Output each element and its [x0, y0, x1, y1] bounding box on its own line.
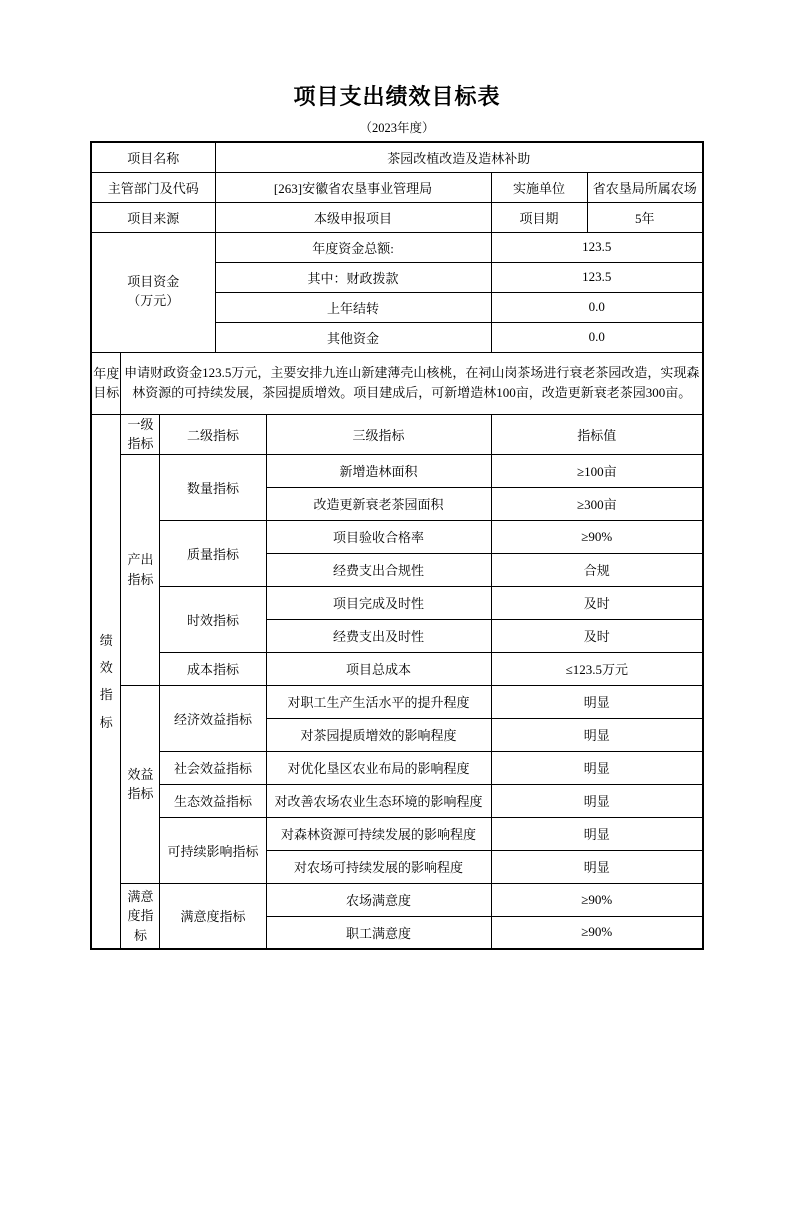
level3-indicator-cell: 农场满意度: [266, 883, 491, 916]
table-row: [91, 586, 703, 619]
level2-indicator-cell: 数量指标: [160, 454, 266, 520]
level3-indicator-cell: 经费支出及时性: [266, 619, 491, 652]
annual-goal-text: 申请财政资金123.5万元，主要安排九连山新建薄壳山核桃，在祠山岗茶场进行衰老茶园改造，实现森林资源的可持续发展，茶园提质增效。项目建成后，可新增造林100亩，改造更新衰老茶园300亩。: [121, 352, 703, 414]
project-name-value: 茶园改植改造及造林补助: [215, 142, 703, 172]
level2-indicator-cell: 可持续影响指标: [160, 817, 266, 883]
funding-carryover-value: 0.0: [491, 292, 703, 322]
indicator-value-cell: 及时: [491, 619, 703, 652]
funding-section-label: [91, 232, 215, 352]
level3-indicator-cell: 对茶园提质增效的影响程度: [266, 718, 491, 751]
funding-other-label: 其他资金: [215, 322, 491, 352]
performance-side-label: 绩效指标: [91, 414, 121, 949]
funding-label-line2: （万元）: [127, 293, 180, 308]
project-name-label: 项目名称: [91, 142, 215, 172]
implement-unit-label: 实施单位: [491, 172, 587, 202]
document-page: [0, 86, 794, 1208]
department-label: 主管部门及代码: [91, 172, 215, 202]
level2-indicator-cell: 时效指标: [160, 586, 266, 652]
level3-indicator-cell: 对农场可持续发展的影响程度: [266, 850, 491, 883]
funding-total-value: 123.5: [491, 232, 703, 262]
header-value: 指标值: [491, 414, 703, 454]
indicator-value-cell: ≥90%: [491, 520, 703, 553]
level3-indicator-cell: 对森林资源可持续发展的影响程度: [266, 817, 491, 850]
funding-label-line1: 项目资金: [127, 274, 180, 290]
funding-fiscal-label: 其中：财政拨款: [215, 262, 491, 292]
performance-target-table: [90, 141, 704, 950]
table-row: [91, 685, 703, 718]
table-row: [91, 202, 703, 232]
project-source-value: 本级申报项目: [215, 202, 491, 232]
table-row: [91, 883, 703, 916]
header-level1: 一级指标: [121, 414, 160, 454]
level2-indicator-cell: 质量指标: [160, 520, 266, 586]
level3-indicator-cell: 项目总成本: [266, 652, 491, 685]
page-subtitle: （2023年度）: [359, 121, 435, 135]
implement-unit-value: 省农垦局所属农场: [587, 172, 703, 202]
indicator-value-cell: ≥90%: [491, 883, 703, 916]
indicator-value-cell: ≤123.5万元: [491, 652, 703, 685]
level1-indicator-cell: 效益指标: [121, 685, 160, 883]
table-row: [91, 817, 703, 850]
annual-goal-label: 年度目标: [91, 352, 121, 414]
level2-indicator-cell: 满意度指标: [160, 883, 266, 949]
table-row: [91, 751, 703, 784]
table-row: [91, 414, 703, 454]
funding-carryover-label: 上年结转: [215, 292, 491, 322]
project-period-label: 项目期: [491, 202, 587, 232]
indicator-value-cell: ≥90%: [491, 916, 703, 949]
level3-indicator-cell: 改造更新衰老茶园面积: [266, 487, 491, 520]
level3-indicator-cell: 项目验收合格率: [266, 520, 491, 553]
indicator-value-cell: 明显: [491, 784, 703, 817]
level1-indicator-cell: 满意度指标: [121, 883, 160, 949]
project-source-label: 项目来源: [91, 202, 215, 232]
level3-indicator-cell: 经费支出合规性: [266, 553, 491, 586]
header-level3: 三级指标: [266, 414, 491, 454]
table-row: [91, 520, 703, 553]
indicator-value-cell: ≥100亩: [491, 454, 703, 487]
table-row: [91, 784, 703, 817]
indicator-value-cell: 明显: [491, 718, 703, 751]
table-row: [91, 142, 703, 172]
indicator-value-cell: 明显: [491, 817, 703, 850]
indicator-value-cell: 及时: [491, 586, 703, 619]
table-row: [91, 172, 703, 202]
indicator-value-cell: 明显: [491, 850, 703, 883]
indicator-value-cell: ≥300亩: [491, 487, 703, 520]
project-period-value: 5年: [587, 202, 703, 232]
funding-other-value: 0.0: [491, 322, 703, 352]
level2-indicator-cell: 成本指标: [160, 652, 266, 685]
indicator-value-cell: 合规: [491, 553, 703, 586]
table-row: [91, 454, 703, 487]
level2-indicator-cell: 经济效益指标: [160, 685, 266, 751]
level3-indicator-cell: 对改善农场农业生态环境的影响程度: [266, 784, 491, 817]
funding-fiscal-value: 123.5: [491, 262, 703, 292]
indicator-value-cell: 明显: [491, 685, 703, 718]
table-row: [91, 232, 703, 262]
table-row: [91, 652, 703, 685]
level3-indicator-cell: 对优化垦区农业布局的影响程度: [266, 751, 491, 784]
table-row: [91, 352, 703, 414]
header-level2: 二级指标: [160, 414, 266, 454]
level2-indicator-cell: 社会效益指标: [160, 751, 266, 784]
level3-indicator-cell: 对职工生产生活水平的提升程度: [266, 685, 491, 718]
department-value: [263]安徽省农垦事业管理局: [215, 172, 491, 202]
level3-indicator-cell: 新增造林面积: [266, 454, 491, 487]
indicator-value-cell: 明显: [491, 751, 703, 784]
level2-indicator-cell: 生态效益指标: [160, 784, 266, 817]
level1-indicator-cell: 产出指标: [121, 454, 160, 685]
page-title: 项目支出绩效目标表: [293, 84, 501, 109]
funding-total-label: 年度资金总额:: [215, 232, 491, 262]
level3-indicator-cell: 项目完成及时性: [266, 586, 491, 619]
level3-indicator-cell: 职工满意度: [266, 916, 491, 949]
